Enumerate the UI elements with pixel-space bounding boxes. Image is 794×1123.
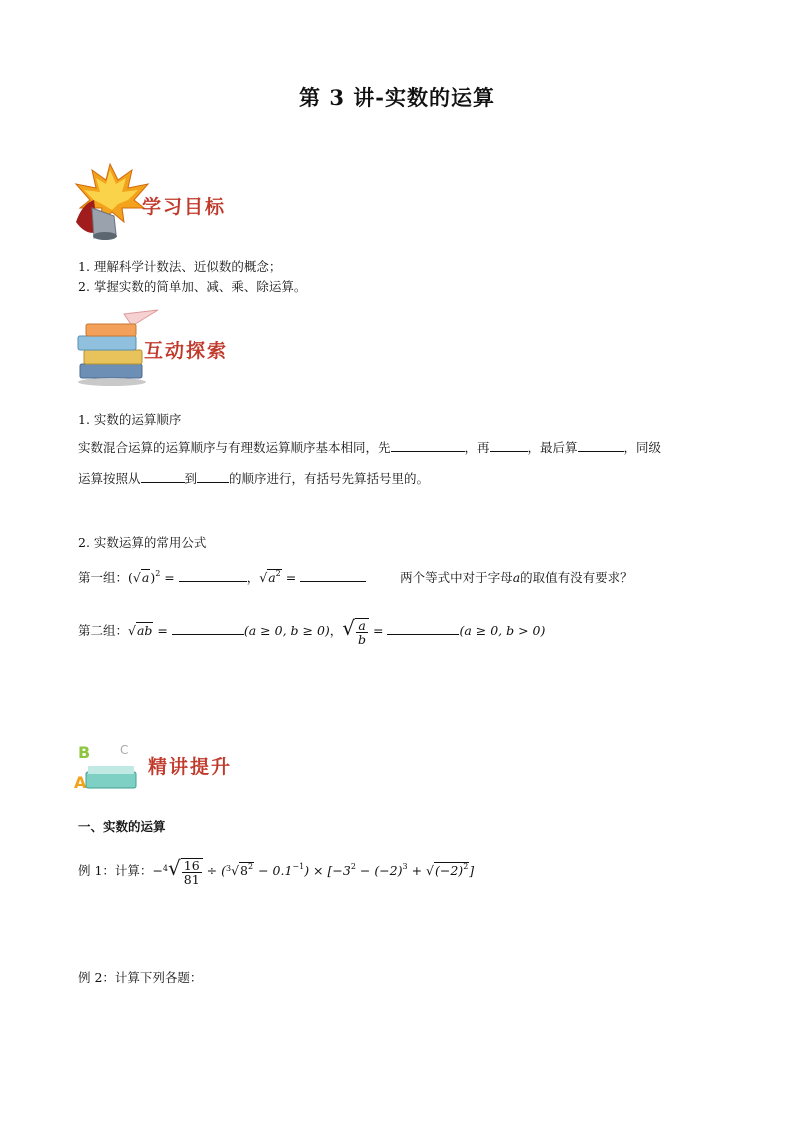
blank-3[interactable] xyxy=(578,439,624,452)
group2-formula-2: √ $\frac{a}{b}$ = xyxy=(342,616,388,647)
svg-text:C: C xyxy=(120,743,129,757)
cond-1: (a ≥ 0, b ≥ 0) xyxy=(243,623,330,638)
order-text-a: 实数混合运算的运算顺序与有理数运算顺序基本相同，先 xyxy=(78,440,391,455)
order-text-f: 到 xyxy=(184,471,198,486)
blank-1[interactable] xyxy=(391,439,465,452)
lecture-heading: 精讲提升 xyxy=(148,756,233,778)
blank-6[interactable] xyxy=(179,569,247,582)
goal-item-1: 1. 理解科学计数法、近似数的概念； xyxy=(78,259,282,274)
example-2-label: 例 2：计算下列各题： xyxy=(78,970,203,985)
blank-2[interactable] xyxy=(490,439,528,452)
group1-label: 第一组： xyxy=(78,570,129,585)
page-title: 第 3 讲-实数的运算 xyxy=(299,85,495,110)
group2-label: 第二组： xyxy=(78,623,129,638)
goal-item-2: 2. 掌握实数的简单加、减、乘、除运算。 xyxy=(78,279,307,294)
cond-2: (a ≥ 0, b > 0) xyxy=(459,623,546,638)
example-1-label: 例 1：计算： xyxy=(78,863,153,878)
group2-line: 第二组：√ab = (a ≥ 0, b ≥ 0)，√ $\frac{a}{b}$ = (a ≥ 0, b > 0) xyxy=(78,616,546,647)
group1-formula-1: $(√a)^2$ = xyxy=(128,569,179,585)
blank-8[interactable] xyxy=(172,622,244,635)
abc-book-icon xyxy=(72,738,152,798)
blank-5[interactable] xyxy=(197,470,229,483)
group1-var: a xyxy=(512,570,521,585)
goals-badge xyxy=(72,160,242,242)
order-text-b: ，再 xyxy=(464,440,490,455)
group2-formula-1: √ab = xyxy=(128,623,172,638)
blank-4[interactable] xyxy=(141,470,185,483)
svg-text:A: A xyxy=(74,773,87,792)
formula-title: 2. 实数运算的常用公式 xyxy=(78,535,207,550)
group1-formula-2: $√a^2$ = xyxy=(259,569,301,585)
order-text-g: 的顺序进行，有括号先算括号里的。 xyxy=(229,471,430,486)
explore-heading: 互动探索 xyxy=(144,340,229,362)
order-line-1 xyxy=(78,438,661,456)
svg-text:B: B xyxy=(78,743,91,762)
order-line-2 xyxy=(78,469,429,487)
order-text-e: 运算按照从 xyxy=(78,471,141,486)
group1-line: 第一组：$(√a)^2$ = ，$√a^2$ = 两个等式中对于字母a的取值有没有要求？ xyxy=(78,569,633,585)
goals-heading: 学习目标 xyxy=(142,196,227,218)
example-1-expression: −$^4$√ $\frac{16}{81}$ ÷ $(^3√8^2 - 0.1^{-1}) \times [-3^2 - (-2)^3 + √(-2)^2]$ xyxy=(152,856,475,887)
blank-7[interactable] xyxy=(300,569,366,582)
example-1 xyxy=(78,856,474,886)
lecture-subtitle: 一、实数的运算 xyxy=(78,819,166,834)
order-title: 1. 实数的运算顺序 xyxy=(78,412,182,427)
order-text-d: ，同级 xyxy=(623,440,662,455)
lecture-badge xyxy=(72,738,252,798)
explore-badge xyxy=(72,308,252,388)
group1-question: 两个等式中对于字母 xyxy=(400,570,513,585)
group1-question-end: 的取值有没有要求？ xyxy=(520,570,633,585)
blank-9[interactable] xyxy=(387,622,459,635)
order-text-c: ，最后算 xyxy=(527,440,578,455)
